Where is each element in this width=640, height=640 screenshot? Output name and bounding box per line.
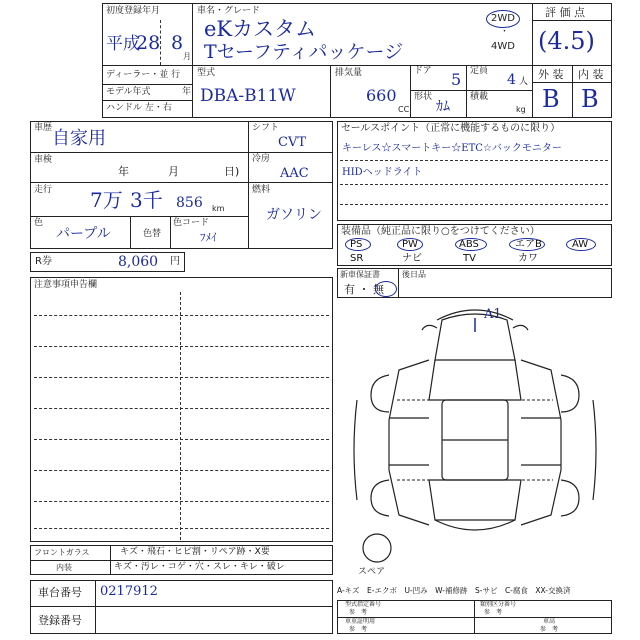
windshield-label: フロントガラス [34,548,90,557]
displacement-label: 排気量 [335,68,363,78]
drive-2wd-label: 2WD [491,13,515,24]
ref-model-number: 型式指定番号 [345,601,382,608]
interior-label: 内 装 [578,68,604,81]
mileage-sen: 3千 [130,188,163,212]
sales-points-line1: キーレス☆スマートキー☆ETC☆バックモニター [342,143,562,154]
mileage-man: 7万 [90,188,123,212]
car-name-label: 車名・グレード [197,6,261,16]
color-code-value: ﾌﾒｲ [200,231,217,244]
equip-aw: AW [572,239,589,250]
equipment-label: 装備品（純正品に限り○をつけてください） [341,226,540,237]
door-label: ドア [414,66,432,76]
capacity-label: 定員 [470,66,489,76]
equip-tv: TV [463,253,476,264]
color-code-label: 色コード [173,218,210,228]
warranty-label: 新車保証書 [340,270,380,279]
handle-label: ハンドル 左・右 [106,103,172,113]
interior-codes-label: 内装 [56,563,72,572]
transfer-label: 後日品 [402,270,426,279]
chassis-label: 車台番号 [38,586,82,599]
drive-separator: ・ [500,27,510,37]
ref-height-note: 参 考 [540,626,559,633]
sales-points-label: セールスポイント（正常に機能するものに限り） [341,123,561,134]
eval-label: 評 価 点 [545,6,585,19]
inspection-day: 日) [224,165,240,178]
reg-label: 登録番号 [38,614,82,627]
capacity-unit: 人 [519,77,529,87]
ref-class-note: 参 考 [484,609,503,616]
color-label: 色 [34,218,44,228]
grade-value: Tセーフティパッケージ [204,41,404,63]
shape-value: ｶﾑ [436,99,450,115]
load-unit: kg [516,105,526,114]
ac-label: 冷房 [252,154,271,164]
ref-class-number: 類別区分番号 [480,601,517,608]
notes-box [30,277,333,542]
fuel-label: 燃料 [252,185,271,195]
damage-marker-a1: A1 [484,307,502,322]
fuel-value: ガソリン [266,207,322,223]
color-change-label: 色替 [143,229,162,239]
inspection-label: 車検 [34,155,53,165]
exterior-grade: B [542,85,560,113]
dealer-label: ディーラー・並 行 [106,70,181,80]
ref-weight-note: 参 考 [349,626,368,633]
month-value: 8 [171,32,184,54]
r-value: 8,060 [118,254,159,270]
ref-model-note: 参 考 [349,609,368,616]
first-reg-label: 初度登録年月 [106,6,161,16]
usage-value: 自家用 [52,128,106,149]
car-diagram [337,300,612,580]
color-value: パープル [56,226,111,242]
displacement-unit: CC [398,105,410,114]
windshield-codes: キズ・飛石・ヒビ割・リペア跡・X要 [120,547,270,557]
mileage-unit: km [212,204,225,213]
shape-label: 形状 [414,92,433,102]
r-label: R券 [35,256,52,267]
model-label: 型式 [197,68,216,78]
equip-navi: ナビ [402,253,422,264]
equip-ps: PS [350,239,363,250]
equip-sr: SR [350,253,364,264]
displacement-value: 660 [366,86,397,105]
year-value: 28 [136,32,161,54]
ref-weight-cert: 車重証明用 [345,618,376,625]
mileage-label: 走行 [34,185,53,195]
month-unit: 月 [183,52,191,61]
equip-abs: ABS [459,239,479,250]
usage-label: 車歴 [34,123,53,133]
load-label: 積載 [470,92,489,102]
damage-legend: A-キズ E-エクボ U-凹み W-補修跡 S-サビ C-腐食 XX-交換済 [337,586,571,595]
equip-leather: カワ [518,253,538,264]
shift-value: CVT [278,135,307,150]
model-value: DBA-B11W [200,86,296,106]
interior-codes: キズ・汚レ・コゲ・穴・スレ・キレ・破レ [114,562,285,572]
eval-score: (4.5) [538,27,595,55]
equip-airbag: エアB [515,239,542,250]
sales-points-line2: HIDヘッドライト [342,167,423,178]
equip-pw: PW [402,239,418,250]
interior-grade: B [581,85,599,113]
r-ticket-box [30,252,185,272]
spare-label: スペア [358,567,386,577]
car-name-value: eKカスタム [204,17,317,41]
inspection-year: 年 [118,165,129,178]
era-value: 平成 [106,34,140,54]
model-year-unit: 年 [182,87,192,97]
door-value: 5 [451,70,462,89]
warranty-value: 有 ・ 無 [344,283,384,296]
model-year-label: モデル年式 [106,87,151,97]
r-unit: 円 [170,256,180,267]
chassis-value: 0217912 [100,584,158,599]
drive-4wd-label: 4WD [491,41,515,52]
capacity-value: 4 [507,72,516,88]
exterior-label: 外 装 [538,68,564,81]
mileage-rest: 856 [176,195,203,211]
inspection-month: 月 [168,165,179,178]
notes-label: 注意事項申告欄 [34,280,98,290]
ac-value: AAC [280,166,309,181]
ref-height: 車高 [543,618,556,625]
shift-label: シフト [252,123,280,133]
